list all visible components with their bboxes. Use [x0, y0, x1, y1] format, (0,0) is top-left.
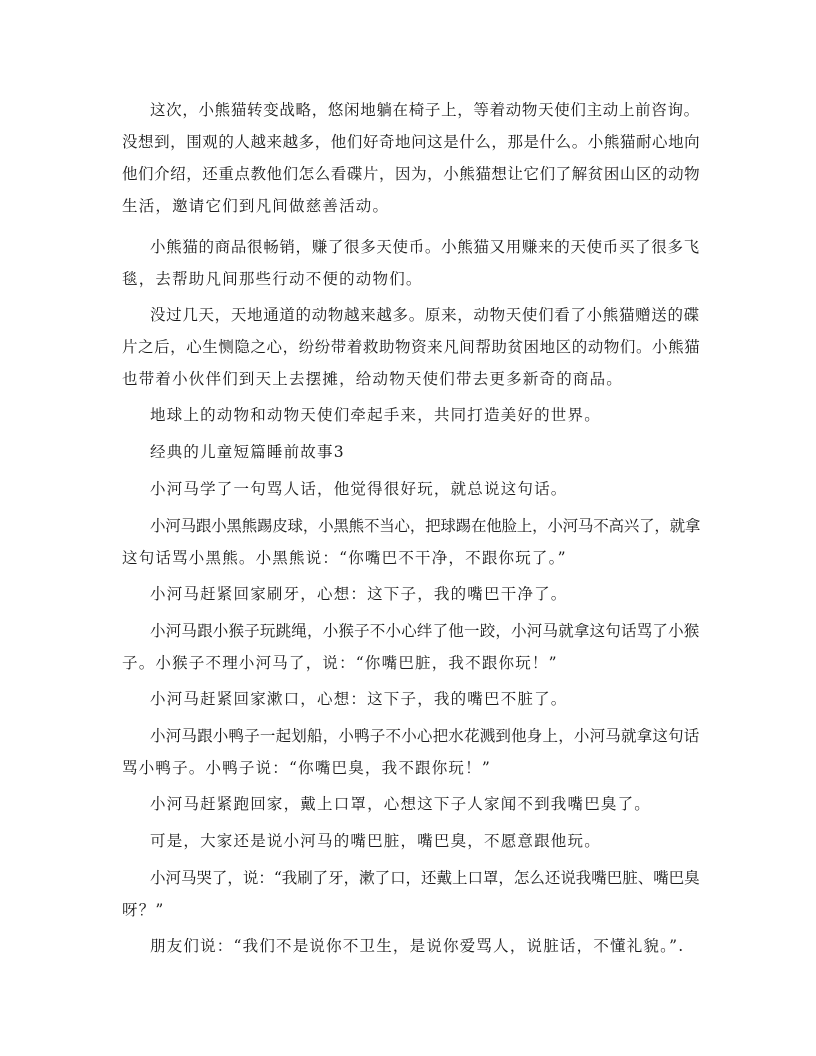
text-line: 毯，去帮助凡间那些行动不便的动物们。 — [122, 270, 423, 288]
text-line: 也带着小伙伴们到天上去摆摊，给动物天使们带去更多新奇的商品。 — [122, 370, 624, 388]
text-line: 呀？” — [122, 901, 165, 919]
text-line: 小河马哭了，说：“我刷了牙，漱了口，还戴上口罩，怎么还说我嘴巴脏、嘴巴臭 — [150, 869, 700, 887]
text-line: 小河马跟小猴子玩跳绳，小猴子不小心绊了他一跤，小河马就拿这句话骂了小猴 — [150, 622, 700, 640]
text-line: 小河马赶紧回家漱口，心想：这下子，我的嘴巴不脏了。 — [150, 690, 568, 708]
text-line: 小河马赶紧回家刷牙，心想：这下子，我的嘴巴干净了。 — [150, 585, 568, 603]
text-line: 没想到，围观的人越来越多，他们好奇地问这是什么，那是什么。小熊猫耐心地向 — [122, 133, 701, 151]
text-line: 小熊猫的商品很畅销，赚了很多天使币。小熊猫又用赚来的天使币买了很多飞 — [150, 238, 700, 256]
text-line: 小河马跟小黑熊踢皮球，小黑熊不当心，把球踢在他脸上，小河马不高兴了，就拿 — [150, 517, 701, 535]
text-line: 没过几天，天地通道的动物越来越多。原来，动物天使们看了小熊猫赠送的碟 — [150, 306, 700, 324]
text-line: 可是，大家还是说小河马的嘴巴脏，嘴巴臭，不愿意跟他玩。 — [150, 832, 601, 850]
text-line: 小河马跟小鸭子一起划船，小鸭子不小心把水花溅到他身上，小河马就拿这句话 — [150, 727, 700, 745]
text-line: 这次，小熊猫转变战略，悠闲地躺在椅子上，等着动物天使们主动上前咨询。 — [150, 101, 700, 119]
text-line: 小河马学了一句骂人话，他觉得很好玩，就总说这句话。 — [150, 480, 568, 498]
text-line: 生活，邀请它们到凡间做慈善活动。 — [122, 197, 390, 215]
text-line: 子。小猴子不理小河马了，说：“你嘴巴脏，我不跟你玩！” — [122, 654, 558, 672]
text-line: 他们介绍，还重点教他们怎么看碟片，因为，小熊猫想让它们了解贫困山区的动物 — [122, 165, 701, 183]
text-line: 地球上的动物和动物天使们牵起手来，共同打造美好的世界。 — [150, 406, 601, 424]
text-line: 小河马赶紧跑回家，戴上口罩，心想这下子人家闻不到我嘴巴臭了。 — [150, 795, 652, 813]
text-line: 这句话骂小黑熊。小黑熊说：“你嘴巴不干净，不跟你玩了。” — [122, 549, 567, 567]
heading-line: 经典的儿童短篇睡前故事3 — [150, 443, 345, 461]
text-line: 骂小鸭子。小鸭子说：“你嘴巴臭，我不跟你玩！” — [122, 759, 491, 777]
text-line: 朋友们说：“我们不是说你不卫生，是说你爱骂人，说脏话，不懂礼貌。”. — [150, 937, 685, 955]
text-line: 片之后，心生恻隐之心，纷纷带着救助物资来凡间帮助贫困地区的动物们。小熊猫 — [122, 338, 701, 356]
